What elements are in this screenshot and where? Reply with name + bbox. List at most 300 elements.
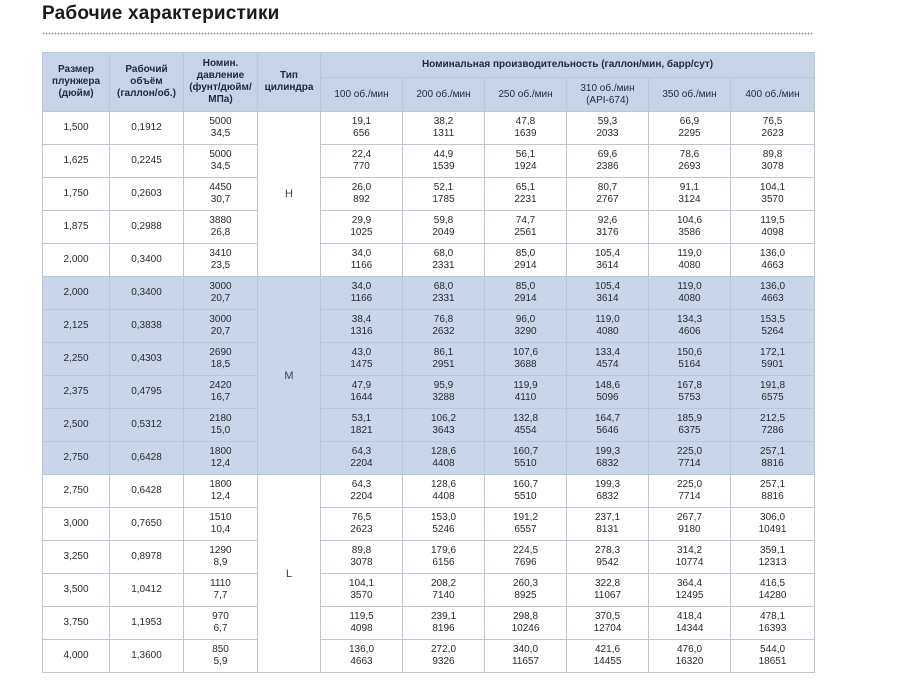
cell-capacity [731,277,815,310]
cell-capacity [485,541,567,574]
header-line: объём [130,76,163,87]
cell-line-top: 136,0 [760,281,786,292]
cell-line-top: 191,2 [512,512,539,523]
cell-capacity [649,211,731,244]
cell-capacity [321,640,403,673]
cell-capacity [485,376,567,409]
cell-line-bottom: 5510 [514,458,537,469]
performance-table [42,52,815,673]
table-row [43,310,815,343]
cell-line-bottom: 770 [353,161,370,172]
cell-capacity [403,607,485,640]
cell-line-bottom: 3614 [596,293,619,304]
spec-table-container [42,52,814,673]
cell-capacity [567,640,649,673]
cell-line-top: 850 [212,644,229,655]
cell-line-top: 4450 [209,182,232,193]
cell-line-bottom: 6,7 [213,623,228,634]
header-line: (галлон/об.) [117,88,176,99]
cell-capacity [567,541,649,574]
cell-line-bottom: 34,5 [210,161,231,172]
cell-line-top: 89,8 [762,149,783,160]
cell-capacity [403,409,485,442]
cell-line-top: 5000 [209,116,232,127]
table-row [43,607,815,640]
header-speed-line: (API-674) [586,94,629,106]
cell-capacity [567,112,649,145]
cell-line-bottom: 8,9 [213,557,228,568]
cell-line-bottom: 4110 [514,392,537,403]
cell-line-top: 150,6 [676,347,703,358]
cell-line-top: 66,9 [679,116,700,127]
cell-capacity [731,442,815,475]
cell-capacity [649,244,731,277]
cell-pressure [184,145,258,178]
cell-capacity [567,277,649,310]
cell-capacity [567,508,649,541]
cell-line-bottom: 5753 [678,392,701,403]
cell-plunger-size: 4,000 [43,640,110,673]
cell-line-bottom: 6156 [432,557,455,568]
cell-capacity [403,574,485,607]
cell-line-top: 272,0 [430,644,457,655]
cell-line-bottom: 10774 [675,557,704,568]
cell-line-bottom: 9542 [596,557,619,568]
cell-line-bottom: 14344 [675,623,704,634]
cell-capacity [321,541,403,574]
cell-line-top: 91,1 [679,182,700,193]
cell-line-bottom: 18651 [758,656,787,667]
cell-capacity [649,475,731,508]
cell-line-bottom: 4098 [350,623,373,634]
cell-capacity [649,508,731,541]
header-speed-line: 200 об./мин [416,88,471,100]
cell-line-top: 34,0 [351,248,372,259]
cell-line-bottom: 2204 [350,458,373,469]
header-working-volume [110,53,184,112]
cell-line-bottom: 5646 [596,425,619,436]
cell-capacity [567,310,649,343]
header-speed-line: 250 об./мин [498,88,553,100]
table-row [43,475,815,508]
cell-line-top: 47,9 [351,380,372,391]
cell-working-volume: 0,3400 [110,244,184,277]
header-line: МПа) [208,94,233,105]
cell-capacity [649,607,731,640]
cell-line-bottom: 8196 [432,623,455,634]
cell-line-bottom: 1475 [350,359,373,370]
cell-capacity [485,211,567,244]
cell-line-bottom: 1311 [432,128,455,139]
cell-pressure [184,343,258,376]
cell-line-bottom: 2767 [596,194,619,205]
cell-plunger-size: 2,500 [43,409,110,442]
cell-line-bottom: 16393 [758,623,787,634]
cell-line-top: 185,9 [676,413,703,424]
table-body [43,112,815,673]
header-line: Рабочий [125,64,168,75]
cell-capacity [403,310,485,343]
cell-line-bottom: 12313 [758,557,787,568]
cell-pressure [184,541,258,574]
cell-capacity [321,442,403,475]
cell-working-volume: 1,1953 [110,607,184,640]
cell-line-bottom: 3078 [761,161,784,172]
cell-working-volume: 0,6428 [110,475,184,508]
cell-line-top: 85,0 [515,281,536,292]
cell-line-bottom: 26,8 [210,227,231,238]
cell-line-top: 322,8 [594,578,621,589]
cell-line-top: 306,0 [760,512,786,523]
cell-line-top: 19,1 [351,116,372,127]
cell-line-bottom: 5246 [432,524,455,535]
cell-working-volume: 0,4303 [110,343,184,376]
cell-line-bottom: 1316 [350,326,373,337]
table-row [43,145,815,178]
cell-line-top: 3000 [209,314,232,325]
cell-pressure [184,211,258,244]
cell-line-top: 260,3 [512,578,539,589]
cell-line-top: 257,1 [760,479,786,490]
cell-line-bottom: 1785 [432,194,455,205]
cell-line-top: 364,4 [676,578,703,589]
cell-line-top: 74,7 [515,215,536,226]
header-speed-line: 400 об./мин [745,88,800,100]
cell-line-top: 237,1 [594,512,621,523]
cell-line-top: 167,8 [676,380,703,391]
cell-working-volume: 0,2245 [110,145,184,178]
cell-line-bottom: 4080 [596,326,619,337]
cell-line-bottom: 7714 [678,458,701,469]
cell-line-bottom: 14455 [593,656,622,667]
cell-capacity [321,409,403,442]
cell-capacity [567,574,649,607]
cell-line-bottom: 4080 [678,260,701,271]
cell-line-top: 191,8 [760,380,786,391]
header-speed [403,78,485,112]
cell-line-top: 34,0 [351,281,372,292]
cell-capacity [731,343,815,376]
cell-line-bottom: 6557 [514,524,537,535]
cell-line-top: 3880 [209,215,232,226]
cell-working-volume: 0,3838 [110,310,184,343]
cell-line-top: 225,0 [676,479,703,490]
cell-line-bottom: 4663 [761,293,784,304]
cell-line-top: 119,0 [595,314,620,325]
cell-line-bottom: 7140 [432,590,455,601]
cell-line-bottom: 1639 [514,128,537,139]
cell-line-top: 105,4 [594,248,621,259]
cell-line-top: 212,5 [760,413,786,424]
cell-line-bottom: 8816 [761,458,784,469]
cell-line-top: 2690 [209,347,232,358]
cell-capacity [485,409,567,442]
cell-line-top: 416,5 [760,578,786,589]
cell-capacity [731,211,815,244]
cell-plunger-size: 3,000 [43,508,110,541]
cell-line-top: 164,7 [594,413,621,424]
cell-pressure [184,244,258,277]
cell-capacity [485,574,567,607]
header-speed [485,78,567,112]
cell-line-top: 3410 [209,248,232,259]
cell-line-bottom: 2231 [514,194,537,205]
cell-pressure [184,442,258,475]
cell-cylinder-type: H [258,112,321,277]
cell-capacity [321,343,403,376]
cell-capacity [485,508,567,541]
cell-line-bottom: 8131 [596,524,619,535]
cell-line-top: 68,0 [433,281,454,292]
cell-line-top: 208,2 [430,578,457,589]
table-row [43,640,815,673]
cell-line-bottom: 3586 [678,227,701,238]
cell-pressure [184,607,258,640]
table-row [43,409,815,442]
cell-line-top: 22,4 [351,149,372,160]
cell-line-bottom: 2204 [350,491,373,502]
cell-line-top: 47,8 [515,116,536,127]
cell-line-bottom: 9326 [432,656,455,667]
cell-line-bottom: 12704 [593,623,622,634]
header-speed [567,78,649,112]
cell-line-bottom: 6832 [596,491,619,502]
title-divider [42,32,814,35]
cell-working-volume: 0,2988 [110,211,184,244]
cell-line-bottom: 4574 [596,359,619,370]
cell-capacity [731,112,815,145]
cell-line-bottom: 4080 [678,293,701,304]
cell-line-top: 86,1 [433,347,454,358]
header-speed [649,78,731,112]
cell-line-bottom: 2914 [514,293,537,304]
cell-pressure [184,277,258,310]
cell-line-top: 76,8 [433,314,454,325]
cell-capacity [649,343,731,376]
cell-line-top: 26,0 [351,182,372,193]
cell-line-bottom: 3570 [761,194,784,205]
table-row [43,178,815,211]
cell-capacity [649,310,731,343]
cell-line-bottom: 15,0 [210,425,231,436]
table-row [43,112,815,145]
cell-working-volume: 0,5312 [110,409,184,442]
cell-line-bottom: 5,9 [213,656,228,667]
cell-line-bottom: 8816 [761,491,784,502]
header-line: Тип [280,70,298,81]
cell-line-top: 105,4 [594,281,621,292]
cell-line-top: 119,5 [349,611,374,622]
header-line: Номин. [202,58,239,69]
cell-capacity [567,145,649,178]
cell-line-top: 544,0 [760,644,786,655]
cell-line-bottom: 2386 [596,161,619,172]
cell-line-top: 160,7 [512,446,539,457]
cell-line-bottom: 11657 [511,656,540,667]
cell-line-top: 128,6 [430,479,457,490]
cell-capacity [731,376,815,409]
cell-pressure [184,640,258,673]
cell-line-bottom: 2951 [432,359,455,370]
cell-line-top: 104,1 [760,182,786,193]
cell-line-top: 314,2 [676,545,703,556]
cell-line-bottom: 12,4 [210,458,231,469]
cell-line-top: 359,1 [760,545,786,556]
cell-plunger-size: 2,375 [43,376,110,409]
cell-capacity [485,112,567,145]
cell-line-bottom: 1821 [350,425,373,436]
cell-cylinder-type: L [258,475,321,673]
cell-capacity [731,310,815,343]
cell-line-bottom: 3614 [596,260,619,271]
cell-line-top: 68,0 [433,248,454,259]
cell-capacity [321,574,403,607]
cell-capacity [321,112,403,145]
cell-capacity [649,541,731,574]
cell-line-bottom: 3124 [678,194,701,205]
cell-line-top: 153,0 [430,512,457,523]
cell-line-top: 38,2 [433,116,454,127]
cell-line-top: 119,0 [677,248,702,259]
cell-capacity [731,508,815,541]
cell-plunger-size: 1,750 [43,178,110,211]
cell-line-bottom: 1644 [350,392,373,403]
cell-line-bottom: 20,7 [210,326,231,337]
cell-line-top: 970 [212,611,229,622]
cell-line-top: 340,0 [512,644,539,655]
cell-pressure [184,376,258,409]
cell-line-top: 133,4 [594,347,621,358]
cell-line-top: 65,1 [515,182,536,193]
header-speed [321,78,403,112]
cell-line-top: 172,1 [760,347,786,358]
cell-capacity [403,211,485,244]
cell-capacity [403,244,485,277]
table-row [43,376,815,409]
cell-line-bottom: 7714 [678,491,701,502]
cell-line-top: 1800 [209,479,232,490]
cell-capacity [731,409,815,442]
cell-line-bottom: 2914 [514,260,537,271]
cell-line-top: 239,1 [430,611,457,622]
cell-capacity [321,178,403,211]
cell-capacity [485,277,567,310]
cell-line-top: 418,4 [676,611,703,622]
cell-line-bottom: 1924 [514,161,537,172]
cell-line-top: 1800 [209,446,232,457]
cell-working-volume: 1,0412 [110,574,184,607]
cell-line-top: 56,1 [515,149,536,160]
cell-line-top: 52,1 [433,182,454,193]
header-line: плунжера [51,76,101,87]
cell-line-top: 119,5 [760,215,785,226]
cell-line-top: 78,6 [679,149,700,160]
cell-capacity [321,508,403,541]
cell-line-top: 128,6 [430,446,457,457]
cell-capacity [321,277,403,310]
cell-line-top: 59,8 [433,215,454,226]
cell-pressure [184,409,258,442]
cell-capacity [731,145,815,178]
cell-capacity [567,343,649,376]
cell-line-bottom: 34,5 [210,128,231,139]
cell-line-bottom: 2693 [678,161,701,172]
cell-capacity [731,541,815,574]
cell-line-bottom: 892 [353,194,370,205]
cell-capacity [485,178,567,211]
cell-line-bottom: 10,4 [210,524,231,535]
cell-line-top: 478,1 [760,611,786,622]
cell-line-top: 1290 [209,545,232,556]
cell-capacity [567,409,649,442]
cell-capacity [567,607,649,640]
cell-capacity [567,376,649,409]
cell-line-bottom: 18,5 [210,359,231,370]
cell-line-bottom: 3078 [350,557,373,568]
cell-line-top: 64,3 [351,446,372,457]
cell-line-bottom: 6375 [678,425,701,436]
cell-line-bottom: 10246 [511,623,540,634]
cell-line-top: 53,1 [351,413,372,424]
table-row [43,508,815,541]
header-speed-line: 100 об./мин [334,88,389,100]
header-nominal-pressure [184,53,258,112]
cell-line-bottom: 1025 [350,227,373,238]
cell-working-volume: 0,7650 [110,508,184,541]
cell-line-bottom: 4663 [350,656,373,667]
cell-capacity [403,145,485,178]
cell-line-top: 257,1 [760,446,786,457]
cell-capacity [485,343,567,376]
cell-capacity [321,211,403,244]
cell-capacity [403,475,485,508]
cell-capacity [403,376,485,409]
cell-line-bottom: 14280 [758,590,787,601]
header-line: давление [196,70,245,81]
cell-line-bottom: 20,7 [210,293,231,304]
cell-line-top: 95,9 [433,380,454,391]
cell-plunger-size: 3,250 [43,541,110,574]
page-title: Рабочие характеристики [42,3,280,24]
cell-pressure [184,310,258,343]
cell-line-top: 43,0 [351,347,372,358]
cell-working-volume: 0,6428 [110,442,184,475]
cell-line-bottom: 10491 [758,524,787,535]
cell-line-bottom: 16320 [675,656,704,667]
cell-capacity [567,211,649,244]
cell-line-bottom: 3688 [514,359,537,370]
cell-line-bottom: 3643 [432,425,455,436]
header-line: Размер [57,64,94,75]
cell-line-top: 2180 [209,413,232,424]
cell-capacity [485,310,567,343]
cell-line-bottom: 5096 [596,392,619,403]
cell-plunger-size: 2,000 [43,244,110,277]
cell-line-bottom: 7286 [761,425,784,436]
cell-capacity [649,442,731,475]
table-row [43,541,815,574]
cell-line-top: 1110 [210,578,231,589]
cell-working-volume: 0,3400 [110,277,184,310]
cell-line-top: 96,0 [515,314,536,325]
table-header [43,53,815,112]
cell-pressure [184,178,258,211]
cell-line-bottom: 6832 [596,458,619,469]
cell-plunger-size: 3,750 [43,607,110,640]
cell-line-top: 3000 [209,281,232,292]
cell-plunger-size: 1,625 [43,145,110,178]
cell-working-volume: 0,8978 [110,541,184,574]
